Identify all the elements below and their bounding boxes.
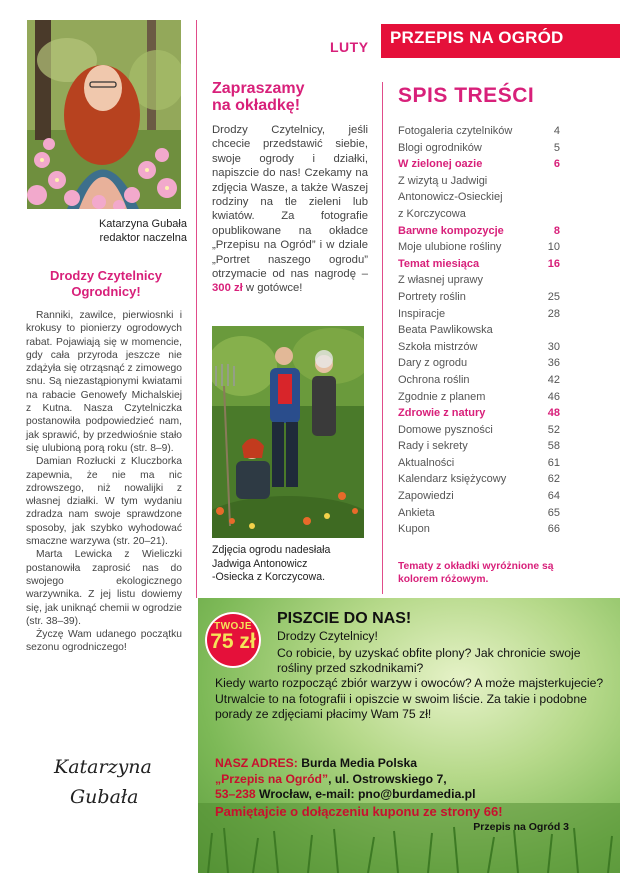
toc-item[interactable] xyxy=(398,322,560,339)
garden-family-photo xyxy=(212,326,364,538)
toc-item-page: 6 xyxy=(553,158,560,171)
email-link[interactable]: pno@burdamedia.pl xyxy=(357,787,476,802)
toc-item-label: Antonowicz-Osieckiej xyxy=(398,191,503,204)
toc-item[interactable] xyxy=(398,339,560,356)
magazine-title-banner: PRZEPIS NA OGRÓD xyxy=(381,24,620,58)
toc-item-label: Domowe pyszności xyxy=(398,423,493,436)
toc-item[interactable] xyxy=(398,505,560,522)
toc-item[interactable] xyxy=(398,123,560,140)
editor-name: Katarzyna Gubała xyxy=(98,218,187,230)
toc-item[interactable] xyxy=(398,239,560,256)
toc-item-label: Zapowiedzi xyxy=(398,490,454,503)
write-to-us-greeting: Drodzy Czytelnicy! xyxy=(277,629,378,643)
cover-invite-text xyxy=(212,123,368,296)
cover-prize: 300 zł xyxy=(212,282,243,295)
toc-item[interactable] xyxy=(398,438,560,455)
toc-title: SPIS TREŚCI xyxy=(398,84,535,107)
toc-item[interactable] xyxy=(398,156,560,173)
toc-item[interactable] xyxy=(398,422,560,439)
write-paragraph: Kiedy warto rozpocząć zbiór warzyw i owoców? A może majsterkujecie? Utrwalcie to na fotografii i opiszcie w swoim liście. Za takie i podobne porady ze zdjęciami płacimy Wam 75 zł! xyxy=(215,676,604,721)
editorial-paragraph: Ranniki, zawilce, pierwiosnki i krokusy to pionierzy ogrodowych rabat. Pojawiają się w momencie, gdy cała przyroda jeszcze nie zdążyła się otrząsnąć z zimowego snu. Są niezastąpionymi kwiatami na rabacie Genowefy Michalskiej z Kutna. Nasza Czytelniczka postanowiła podpowiedzieć nam, jak sprawić, by przedwiośnie stało się ulubioną porą roku (str. 8–9). xyxy=(26,310,182,454)
toc-item-page: 25 xyxy=(547,290,560,303)
address-postcode: 53–238 xyxy=(215,787,256,802)
cover-invite-title xyxy=(212,80,305,114)
write-to-us-title: PISZCIE DO NAS! xyxy=(277,610,412,627)
toc-list xyxy=(398,123,560,538)
editor-role: redaktor naczelna xyxy=(99,232,187,244)
editor-portrait-photo xyxy=(27,20,181,209)
toc-item-page: 5 xyxy=(553,141,560,154)
cover-text-body: Drodzy Czytelnicy, jeśli chcecie przedstawić siebie, swoje ogrody i działki, napiszcie do nas! Czekamy na zdjęcia Wasze, a także Waszej rodziny na tle zieleni lub kwiatów. Za fotografie opublikowane na okładce „Przepisu na Ogród” i w dziale „Portret naszego ogrodu” otrzymacie od nas nagrodę – xyxy=(212,124,368,281)
toc-item-label: Zdrowie z natury xyxy=(398,407,486,420)
toc-item-page: 61 xyxy=(547,456,560,469)
toc-item[interactable] xyxy=(398,189,560,206)
toc-item[interactable] xyxy=(398,471,560,488)
badge-amount: 75 zł xyxy=(210,630,256,653)
toc-item[interactable] xyxy=(398,206,560,223)
toc-item[interactable] xyxy=(398,455,560,472)
cover-title-line: na okładkę! xyxy=(212,97,301,114)
toc-item-page: 66 xyxy=(547,523,560,536)
editor-signature xyxy=(50,745,170,815)
cover-title-line: Zapraszamy xyxy=(212,80,305,97)
editorial-paragraph: Życzę Wam udanego początku sezonu ogrodniczego! xyxy=(26,629,182,654)
toc-item[interactable] xyxy=(398,372,560,389)
toc-item-page: 52 xyxy=(547,423,560,436)
toc-item[interactable] xyxy=(398,256,560,273)
toc-item-label: Szkoła mistrzów xyxy=(398,340,478,353)
toc-item-page: 30 xyxy=(547,340,560,353)
toc-item[interactable] xyxy=(398,289,560,306)
write-to-us-box xyxy=(198,598,620,873)
toc-item-page: 16 xyxy=(547,257,560,270)
badge-label: TWOJE xyxy=(213,621,253,632)
caption-line: -Osiecka z Korczycowa. xyxy=(212,571,326,583)
toc-item-page: 36 xyxy=(547,357,560,370)
toc-item-label: z Korczycowa xyxy=(398,207,466,220)
editor-caption xyxy=(52,217,187,245)
write-paragraph: Co robicie, by uzyskać obfite plony? Jak chronicie swoje rośliny przed szkodnikami? xyxy=(277,646,581,676)
signature-line-1: Katarzyna xyxy=(54,756,152,778)
toc-item[interactable] xyxy=(398,272,560,289)
editorial-greeting: Drodzy Czytelnicy Ogrodnicy! xyxy=(50,268,162,299)
issue-month: LUTY xyxy=(330,39,369,55)
toc-item-label: Kupon xyxy=(398,523,430,536)
toc-item-page: 62 xyxy=(547,473,560,486)
toc-item-page: 65 xyxy=(547,506,560,519)
toc-item[interactable] xyxy=(398,140,560,157)
signature-line-2: Gubała xyxy=(70,786,139,808)
caption-line: Jadwiga Antonowicz xyxy=(212,557,308,570)
toc-item[interactable] xyxy=(398,173,560,190)
page-footer: Przepis na Ogród 3 xyxy=(473,821,569,833)
toc-item-page: 10 xyxy=(547,241,560,254)
column-divider xyxy=(382,82,383,594)
toc-item-page: 28 xyxy=(547,307,560,320)
toc-item-label: Aktualności xyxy=(398,456,455,469)
toc-item-label: Beata Pawlikowska xyxy=(398,324,493,337)
toc-item[interactable] xyxy=(398,488,560,505)
address-city: Wrocław, e-mail: xyxy=(255,787,358,802)
toc-item-page: 4 xyxy=(553,125,560,137)
address-magazine: „Przepis na Ogród” xyxy=(215,771,329,786)
toc-item[interactable] xyxy=(398,223,560,240)
toc-item[interactable] xyxy=(398,355,560,372)
toc-item-label: Temat miesiąca xyxy=(398,257,480,270)
toc-item-label: W zielonej oazie xyxy=(398,158,483,171)
address-company: Burda Media Polska xyxy=(301,756,418,770)
toc-item-label: Blogi ogrodników xyxy=(398,141,482,154)
caption-line: Zdjęcia ogrodu nadesłała xyxy=(212,544,331,556)
cover-text-end: w gotówce! xyxy=(242,282,303,295)
toc-item-page: 42 xyxy=(547,373,560,386)
toc-item-label: Z wizytą u Jadwigi xyxy=(398,174,488,187)
toc-note: Tematy z okładki wyróżnione są kolorem różowym. xyxy=(398,561,554,585)
garden-photo-caption xyxy=(212,544,372,585)
toc-item-label: Ochrona roślin xyxy=(398,373,470,386)
toc-item-page: 8 xyxy=(553,224,560,237)
toc-item[interactable] xyxy=(398,306,560,323)
toc-item-label: Portrety roślin xyxy=(398,290,466,303)
toc-item[interactable] xyxy=(398,521,560,538)
editorial-paragraph: Damian Rozłucki z Kluczborka zapewnia, że nie ma nic zdrowszego, niż nowalijki z własnej działki. W tym wydaniu zdradza nam swoje sprawdzone sposoby, jak szybko wyhodować smaczne warzywa (str. 20–21). xyxy=(26,456,182,548)
toc-item-label: Barwne kompozycje xyxy=(398,224,504,237)
toc-item-label: Moje ulubione rośliny xyxy=(398,241,502,254)
address-street: , ul. Ostrowskiego 7, xyxy=(328,771,447,786)
toc-item-page: 64 xyxy=(547,490,560,503)
toc-item-label: Kalendarz księżycowy xyxy=(398,473,507,486)
toc-item[interactable] xyxy=(398,405,560,422)
column-divider xyxy=(196,20,197,598)
toc-item-label: Zgodnie z planem xyxy=(398,390,486,403)
toc-item-label: Fotogaleria czytelników xyxy=(398,125,513,137)
coupon-reminder: Pamiętajcie o dołączeniu kuponu ze strony 66! xyxy=(215,803,503,819)
address-label: NASZ ADRES: xyxy=(215,756,298,770)
editorial-paragraph: Marta Lewicka z Wieliczki postanowiła zaprosić nas do swojego ekologicznego warzywnika. Z jej listu dowiemy się, jak uniknąć chemii w ogrodzie (str. 38–39). xyxy=(26,549,182,627)
toc-item-label: Inspiracje xyxy=(398,307,446,320)
toc-item-label: Rady i sekrety xyxy=(398,440,468,453)
toc-item-page: 48 xyxy=(547,407,560,420)
postal-address xyxy=(215,756,615,819)
toc-item-page: 58 xyxy=(547,440,560,453)
toc-item[interactable] xyxy=(398,389,560,406)
write-to-us-text xyxy=(215,646,613,722)
toc-item-label: Ankieta xyxy=(398,506,435,519)
toc-item-page: 46 xyxy=(547,390,560,403)
toc-item-label: Z własnej uprawy xyxy=(398,274,483,287)
toc-item-label: Dary z ogrodu xyxy=(398,357,468,370)
editorial-text xyxy=(26,309,182,655)
